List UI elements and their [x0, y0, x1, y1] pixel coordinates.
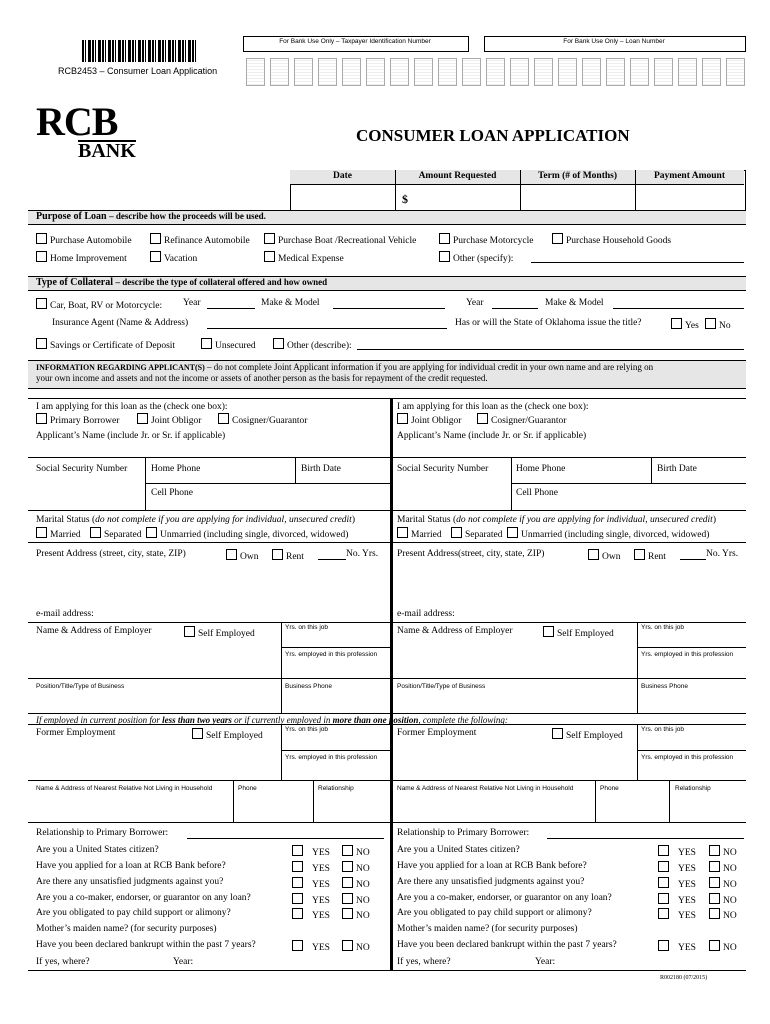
right-name-field[interactable] — [397, 443, 742, 455]
left-applied-yes-checkbox[interactable] — [292, 861, 303, 872]
other-purpose-checkbox[interactable] — [439, 251, 450, 262]
left-name-field[interactable] — [36, 443, 386, 455]
term-input[interactable] — [521, 186, 634, 210]
car-boat-checkbox[interactable] — [36, 298, 47, 309]
term-header: Term (# of Months) — [537, 171, 618, 181]
logo-bank: BANK — [78, 140, 136, 162]
dollar-sign: $ — [402, 192, 408, 206]
left-name-label: Applicant’s Name (include Jr. or Sr. if applicable) — [36, 431, 226, 441]
make-field-2[interactable] — [613, 308, 744, 309]
other-purpose-field[interactable] — [531, 262, 744, 263]
right-q-bankrupt: Have you been declared bankrupt within the past 7 years? — [397, 940, 617, 950]
left-address-label: Present Address (street, city, state, ZIP) — [36, 549, 186, 559]
right-married-checkbox[interactable] — [397, 527, 408, 538]
left-support-yes-checkbox[interactable] — [292, 908, 303, 919]
right-former-yrs-job: Yrs. on this job — [641, 726, 684, 733]
left-former-yrs-job: Yrs. on this job — [285, 726, 328, 733]
right-cosigner-checkbox[interactable] — [477, 413, 488, 424]
right-position-label: Position/Title/Type of Business — [397, 683, 486, 690]
left-q-bankrupt: Have you been declared bankrupt within the past 7 years? — [36, 940, 256, 950]
left-yrs-field[interactable] — [318, 559, 346, 560]
purchase-auto-checkbox[interactable] — [36, 233, 47, 244]
title-question: Has or will the State of Oklahoma issue the title? — [455, 318, 642, 328]
purpose-heading: Purpose of Loan – describe how the proceeds will be used. — [36, 211, 266, 222]
right-judgments-yes-checkbox[interactable] — [658, 877, 669, 888]
right-bus-phone-label: Business Phone — [641, 683, 688, 690]
year-label-2: Year — [466, 298, 484, 308]
left-former-label: Former Employment — [36, 728, 116, 738]
form-code: R002180 (07/2015) — [660, 975, 708, 981]
left-joint-checkbox[interactable] — [137, 413, 148, 424]
title-yes-checkbox[interactable] — [671, 318, 682, 329]
left-judgments-no-checkbox[interactable] — [342, 877, 353, 888]
make-field-1[interactable] — [333, 308, 445, 309]
left-applying-label: I am applying for this loan as the (check one box): — [36, 402, 228, 412]
right-employer-label: Name & Address of Employer — [397, 626, 513, 636]
purchase-household-checkbox[interactable] — [552, 233, 563, 244]
page-title: CONSUMER LOAN APPLICATION — [356, 126, 630, 145]
other-collateral-field[interactable] — [357, 349, 744, 350]
amount-header: Amount Requested — [418, 171, 497, 181]
right-q-applied: Have you applied for a loan at RCB Bank before? — [397, 861, 587, 871]
right-q-citizen: Are you a United States citizen? — [397, 845, 520, 855]
left-own-checkbox[interactable] — [226, 549, 237, 560]
left-former-self-checkbox[interactable] — [192, 728, 203, 739]
left-applied-no-checkbox[interactable] — [342, 861, 353, 872]
left-judgments-yes-checkbox[interactable] — [292, 877, 303, 888]
left-former-yrs-prof: Yrs. employed in this profession — [285, 754, 378, 761]
left-self-employed-checkbox[interactable] — [184, 626, 195, 637]
right-joint-checkbox[interactable] — [397, 413, 408, 424]
right-applied-yes-checkbox[interactable] — [658, 861, 669, 872]
right-support-yes-checkbox[interactable] — [658, 908, 669, 919]
right-home-phone-label: Home Phone — [516, 464, 566, 474]
left-position-label: Position/Title/Type of Business — [36, 683, 125, 690]
left-marital-label: Marital Status (do not complete if you are applying for individual, unsecured credit) — [36, 515, 355, 525]
right-former-label: Former Employment — [397, 728, 477, 738]
left-relative-phone: Phone — [238, 785, 257, 792]
left-q-citizen: Are you a United States citizen? — [36, 845, 159, 855]
left-home-phone-label: Home Phone — [151, 464, 201, 474]
right-yrs-prof-label: Yrs. employed in this profession — [641, 651, 734, 658]
title-no-checkbox[interactable] — [705, 318, 716, 329]
left-comaker-yes-checkbox[interactable] — [292, 893, 303, 904]
date-header: Date — [333, 171, 352, 181]
right-citizen-yes-checkbox[interactable] — [658, 845, 669, 856]
left-support-no-checkbox[interactable] — [342, 908, 353, 919]
year-field-2[interactable] — [492, 308, 538, 309]
right-separated-checkbox[interactable] — [451, 527, 462, 538]
left-citizen-no-checkbox[interactable] — [342, 845, 353, 856]
loan-digits[interactable] — [486, 58, 750, 91]
savings-cd-checkbox[interactable] — [36, 338, 47, 349]
right-yrs-field[interactable] — [680, 559, 706, 560]
right-applied-no-checkbox[interactable] — [709, 861, 720, 872]
left-relative-relationship: Relationship — [318, 785, 354, 792]
right-applying-label: I am applying for this loan as the (check one box): — [397, 402, 589, 412]
left-unmarried-checkbox[interactable] — [146, 527, 157, 538]
left-bankrupt-no-checkbox[interactable] — [342, 940, 353, 951]
tin-label: For Bank Use Only – Taxpayer Identification Number — [279, 38, 431, 45]
right-unmarried-checkbox[interactable] — [507, 527, 518, 538]
left-ssn-label: Social Security Number — [36, 464, 128, 474]
left-cell-label: Cell Phone — [151, 488, 193, 498]
home-improvement-checkbox[interactable] — [36, 251, 47, 262]
left-married-checkbox[interactable] — [36, 527, 47, 538]
other-collateral-checkbox[interactable] — [273, 338, 284, 349]
payment-input[interactable] — [636, 186, 743, 210]
insurance-agent-label: Insurance Agent (Name & Address) — [52, 318, 189, 328]
right-citizen-no-checkbox[interactable] — [709, 845, 720, 856]
right-yrs-label: No. Yrs. — [706, 549, 739, 559]
right-support-no-checkbox[interactable] — [709, 908, 720, 919]
purpose-row1: Purchase Automobile — [36, 233, 132, 246]
right-q-support: Are you obligated to pay child support or alimony? — [397, 908, 592, 918]
right-rel-primary-field[interactable] — [547, 838, 744, 839]
left-yrs-job-label: Yrs. on this job — [285, 624, 328, 631]
purchase-boat-checkbox[interactable] — [264, 233, 275, 244]
date-input[interactable] — [291, 186, 394, 210]
right-cell-label: Cell Phone — [516, 488, 558, 498]
insurance-agent-field[interactable] — [207, 328, 447, 329]
tin-digits[interactable] — [246, 58, 486, 91]
right-self-employed-checkbox[interactable] — [543, 626, 554, 637]
unsecured-checkbox[interactable] — [201, 338, 212, 349]
barcode — [82, 40, 198, 62]
right-name-label: Applicant’s Name (include Jr. or Sr. if applicable) — [397, 431, 587, 441]
right-former-self-checkbox[interactable] — [552, 728, 563, 739]
right-yrs-job-label: Yrs. on this job — [641, 624, 684, 631]
right-comaker-no-checkbox[interactable] — [709, 893, 720, 904]
collateral-heading: Type of Collateral – describe the type of collateral offered and how owned — [36, 277, 328, 288]
left-comaker-no-checkbox[interactable] — [342, 893, 353, 904]
left-primary-checkbox[interactable] — [36, 413, 47, 424]
left-yrs-label: No. Yrs. — [346, 549, 379, 559]
right-rent-checkbox[interactable] — [634, 549, 645, 560]
left-rel-primary-field[interactable] — [187, 838, 384, 839]
right-address-label: Present Address(street, city, state, ZIP) — [397, 549, 545, 559]
left-cosigner-checkbox[interactable] — [218, 413, 229, 424]
left-email-label: e-mail address: — [36, 609, 94, 619]
year-label-1: Year — [183, 298, 201, 308]
right-own-checkbox[interactable] — [588, 549, 599, 560]
right-relative-phone: Phone — [600, 785, 619, 792]
left-rel-primary-label: Relationship to Primary Borrower: — [36, 828, 169, 838]
medical-expense-checkbox[interactable] — [264, 251, 275, 262]
logo — [36, 99, 136, 162]
left-citizen-yes-checkbox[interactable] — [292, 845, 303, 856]
left-q-judgments: Are there any unsatisfied judgments against you? — [36, 877, 224, 887]
left-q-support: Are you obligated to pay child support or alimony? — [36, 908, 231, 918]
column-divider — [390, 398, 393, 970]
right-relative-relationship: Relationship — [675, 785, 711, 792]
payment-header: Payment Amount — [654, 171, 725, 181]
left-relative-label: Name & Address of Nearest Relative Not Living in Household — [36, 785, 213, 792]
refinance-auto-checkbox[interactable] — [150, 233, 161, 244]
left-bus-phone-label: Business Phone — [285, 683, 332, 690]
right-rel-primary-label: Relationship to Primary Borrower: — [397, 828, 530, 838]
info-text: INFORMATION REGARDING APPLICANT(S) – do not complete Joint Applicant information if you are applying for individual credit in your own name and are relying on your own income and assets and not the income or assets of another person as the basis for repayment of the credit requested. — [36, 362, 654, 383]
right-comaker-yes-checkbox[interactable] — [658, 893, 669, 904]
form-id: RCB2453 – Consumer Loan Application — [58, 66, 218, 76]
left-employer-label: Name & Address of Employer — [36, 626, 152, 636]
right-bankrupt-yes-checkbox[interactable] — [658, 940, 669, 951]
amount-input[interactable] — [412, 186, 519, 210]
left-q-comaker: Are you a co-maker, endorser, or guarantor on any loan? — [36, 893, 251, 903]
right-q-maiden: Mother’s maiden name? (for security purposes) — [397, 924, 578, 934]
right-judgments-no-checkbox[interactable] — [709, 877, 720, 888]
former-note: If employed in current position for less than two years or if currently employed in more than one position, complete the following: — [36, 715, 508, 725]
right-bankrupt-no-checkbox[interactable] — [709, 940, 720, 951]
left-q-maiden: Mother’s maiden name? (for security purposes) — [36, 924, 217, 934]
vacation-checkbox[interactable] — [150, 251, 161, 262]
left-birth-label: Birth Date — [301, 464, 341, 474]
right-year: Year: — [535, 957, 556, 967]
make-label-2: Make & Model — [545, 298, 604, 308]
right-former-yrs-prof: Yrs. employed in this profession — [641, 754, 734, 761]
left-yrs-prof-label: Yrs. employed in this profession — [285, 651, 378, 658]
right-q-judgments: Are there any unsatisfied judgments against you? — [397, 877, 585, 887]
loan-label: For Bank Use Only – Loan Number — [563, 38, 665, 45]
right-q-comaker: Are you a co-maker, endorser, or guarantor on any loan? — [397, 893, 612, 903]
left-bankrupt-yes-checkbox[interactable] — [292, 940, 303, 951]
year-field-1[interactable] — [207, 308, 255, 309]
left-q-applied: Have you applied for a loan at RCB Bank before? — [36, 861, 226, 871]
right-relative-label: Name & Address of Nearest Relative Not Living in Household — [397, 785, 574, 792]
left-rent-checkbox[interactable] — [272, 549, 283, 560]
purchase-motorcycle-checkbox[interactable] — [439, 233, 450, 244]
left-if-yes: If yes, where? — [36, 957, 90, 967]
right-birth-label: Birth Date — [657, 464, 697, 474]
left-separated-checkbox[interactable] — [90, 527, 101, 538]
right-marital-label: Marital Status (do not complete if you are applying for individual, unsecured credit) — [397, 515, 716, 525]
logo-rcb: RCB — [36, 99, 118, 144]
right-ssn-label: Social Security Number — [397, 464, 489, 474]
make-label-1: Make & Model — [261, 298, 320, 308]
left-year: Year: — [173, 957, 194, 967]
right-email-label: e-mail address: — [397, 609, 455, 619]
right-if-yes: If yes, where? — [397, 957, 451, 967]
